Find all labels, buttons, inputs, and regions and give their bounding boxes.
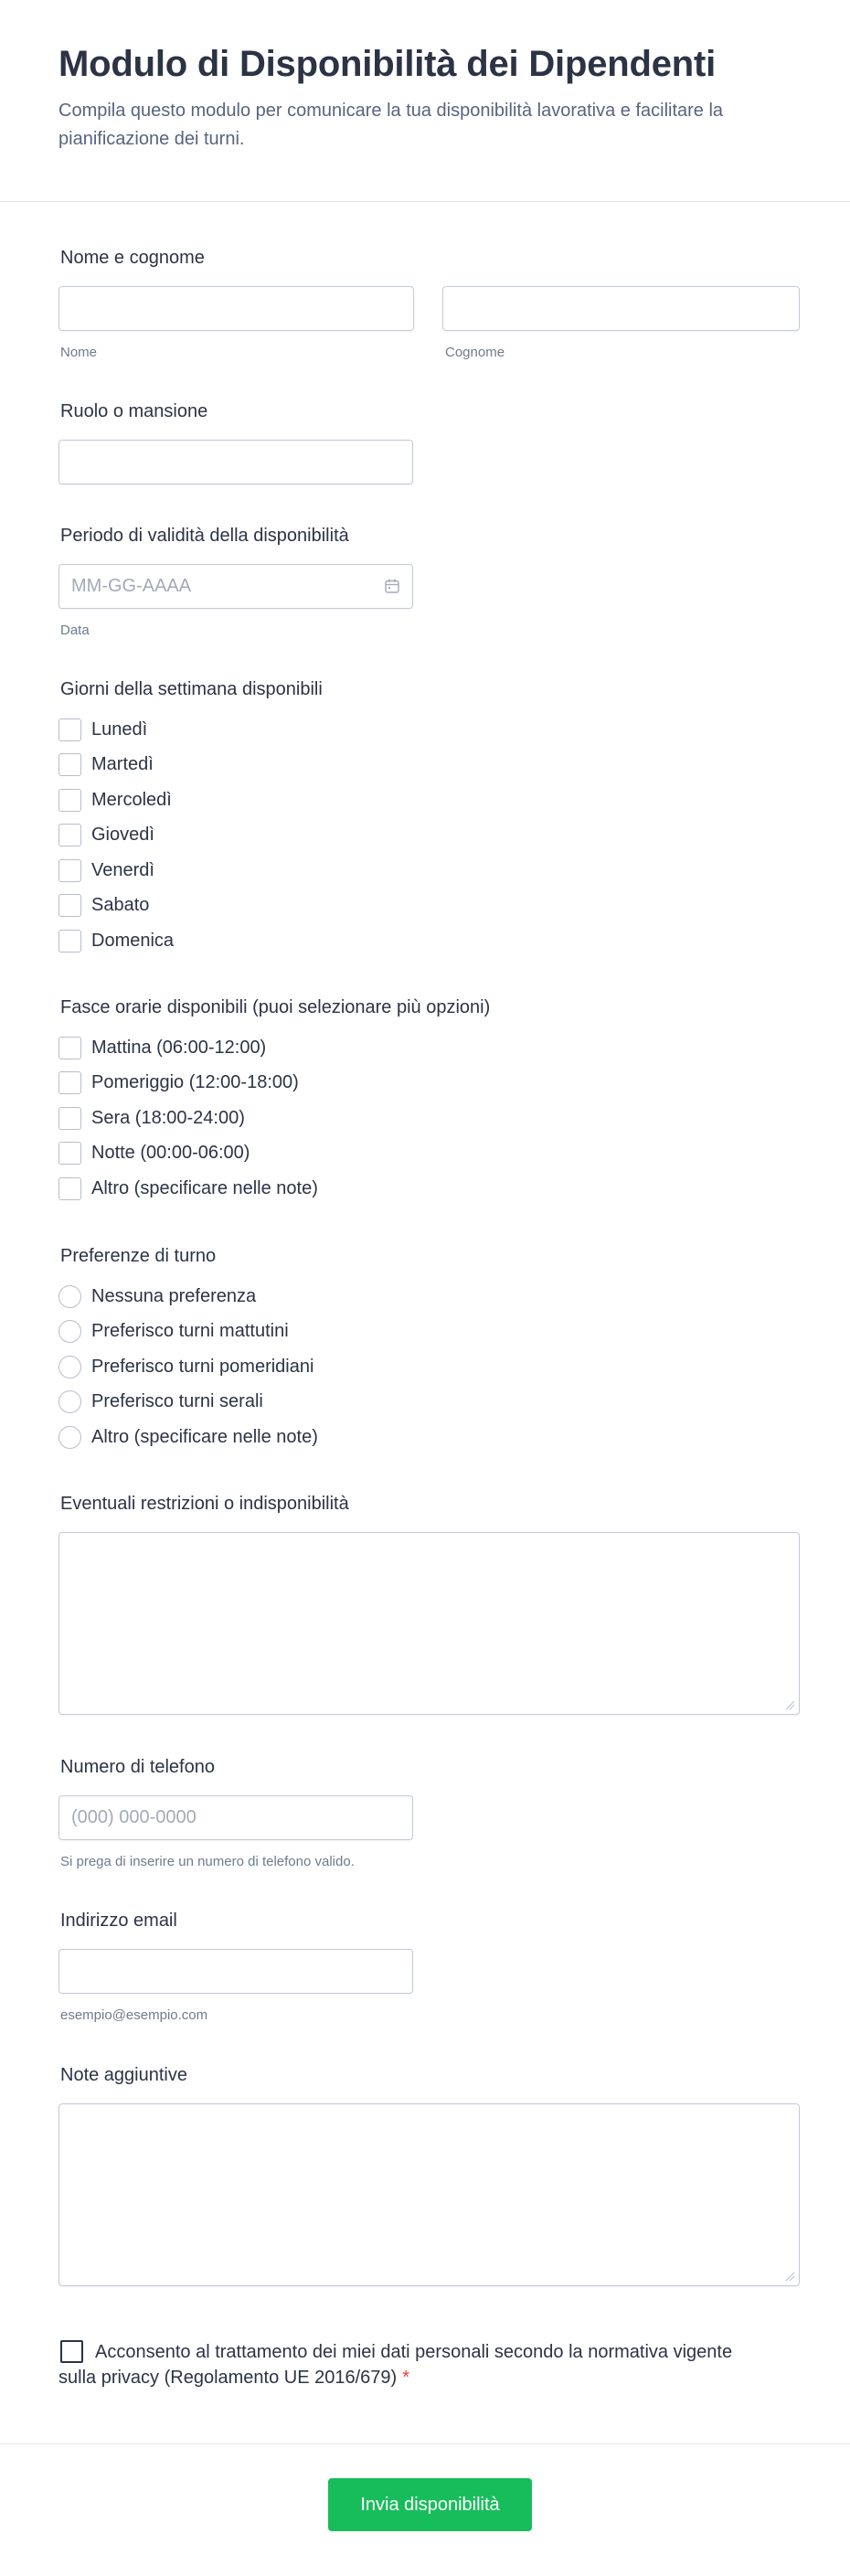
page-subtitle: Compila questo modulo per comunicare la tua disponibilità lavorativa e facilitare la pianificazione dei turni. [58,101,724,149]
page-title: Modulo di Disponibilità dei Dipendenti [58,44,717,84]
day-option[interactable]: Lunedì [58,718,147,741]
time-slot-option[interactable]: Pomeriggio (12:00-18:00) [58,1070,299,1094]
days-label: Giorni della settimana disponibili [60,679,323,699]
day-option[interactable]: Venerdì [58,858,154,882]
day-option[interactable]: Sabato [58,893,149,917]
time-slots-label: Fasce orarie disponibili (puoi selezionare più opzioni) [60,997,491,1017]
checkbox[interactable] [58,1107,81,1130]
radio-button[interactable] [58,1356,81,1378]
checkbox[interactable] [58,719,81,741]
shift-option[interactable]: Preferisco turni pomeridiani [58,1355,313,1378]
consent-checkbox[interactable] [60,2340,83,2363]
email-input[interactable] [58,1949,413,1994]
first-name-input[interactable] [58,286,414,331]
time-slot-option[interactable]: Mattina (06:00-12:00) [58,1036,266,1059]
date-field [58,564,413,609]
submit-button[interactable]: Invia disponibilità [328,2478,532,2531]
restrictions-label: Eventuali restrizioni o indisponibilità [60,1494,349,1514]
time-slot-option[interactable]: Sera (18:00-24:00) [58,1106,245,1130]
phone-label: Numero di telefono [60,1757,215,1777]
footer-divider [0,2443,850,2444]
resize-grip-icon[interactable] [784,2271,795,2282]
checkbox[interactable] [58,930,81,953]
radio-button[interactable] [58,1426,81,1449]
day-option[interactable]: Mercoledì [58,788,172,812]
shift-option[interactable]: Preferisco turni mattutini [58,1319,289,1343]
checkbox[interactable] [58,789,81,812]
email-label: Indirizzo email [60,1911,177,1931]
radio-button[interactable] [58,1390,81,1413]
required-asterisk: * [402,2368,409,2388]
checkbox[interactable] [58,1071,81,1094]
checkbox[interactable] [58,1037,81,1059]
resize-grip-icon[interactable] [784,1699,795,1710]
notes-textarea[interactable] [58,2103,800,2286]
email-sublabel: esempio@esempio.com [60,2007,208,2023]
time-slot-option[interactable]: Altro (specificare nelle note) [58,1176,318,1200]
last-name-sublabel: Cognome [445,345,505,360]
consent-text: Acconsento al trattamento dei miei dati personali secondo la normativa vigente sulla privacy (Regolamento UE 2016/679) [58,2342,733,2388]
radio-button[interactable] [58,1285,81,1308]
radio-button[interactable] [58,1320,81,1343]
shift-preference-label: Preferenze di turno [60,1246,217,1266]
shift-option[interactable]: Nessuna preferenza [58,1284,256,1308]
last-name-input[interactable] [442,286,800,331]
restrictions-textarea[interactable] [58,1532,800,1715]
day-option[interactable]: Domenica [58,929,174,953]
full-name-label: Nome e cognome [60,248,205,268]
calendar-icon[interactable] [384,578,400,594]
checkbox[interactable] [58,859,81,882]
day-option[interactable]: Martedì [58,752,154,776]
consent-label [58,2339,771,2390]
date-input[interactable] [58,564,413,609]
form-header [0,0,850,202]
shift-option[interactable]: Altro (specificare nelle note) [58,1425,318,1449]
first-name-sublabel: Nome [60,345,98,360]
checkbox[interactable] [58,1177,81,1200]
phone-sublabel: Si prega di inserire un numero di telefono valido. [60,1854,355,1869]
checkbox[interactable] [58,824,81,846]
role-input[interactable] [58,440,413,484]
time-slot-option[interactable]: Notte (00:00-06:00) [58,1141,250,1165]
shift-option[interactable]: Preferisco turni serali [58,1389,263,1413]
day-option[interactable]: Giovedì [58,823,154,846]
role-label: Ruolo o mansione [60,401,208,421]
validity-period-label: Periodo di validità della disponibilità [60,526,349,546]
checkbox[interactable] [58,894,81,917]
notes-label: Note aggiuntive [60,2065,187,2085]
checkbox[interactable] [58,753,81,776]
date-sublabel: Data [60,623,90,638]
checkbox[interactable] [58,1142,81,1165]
phone-input[interactable] [58,1795,413,1840]
